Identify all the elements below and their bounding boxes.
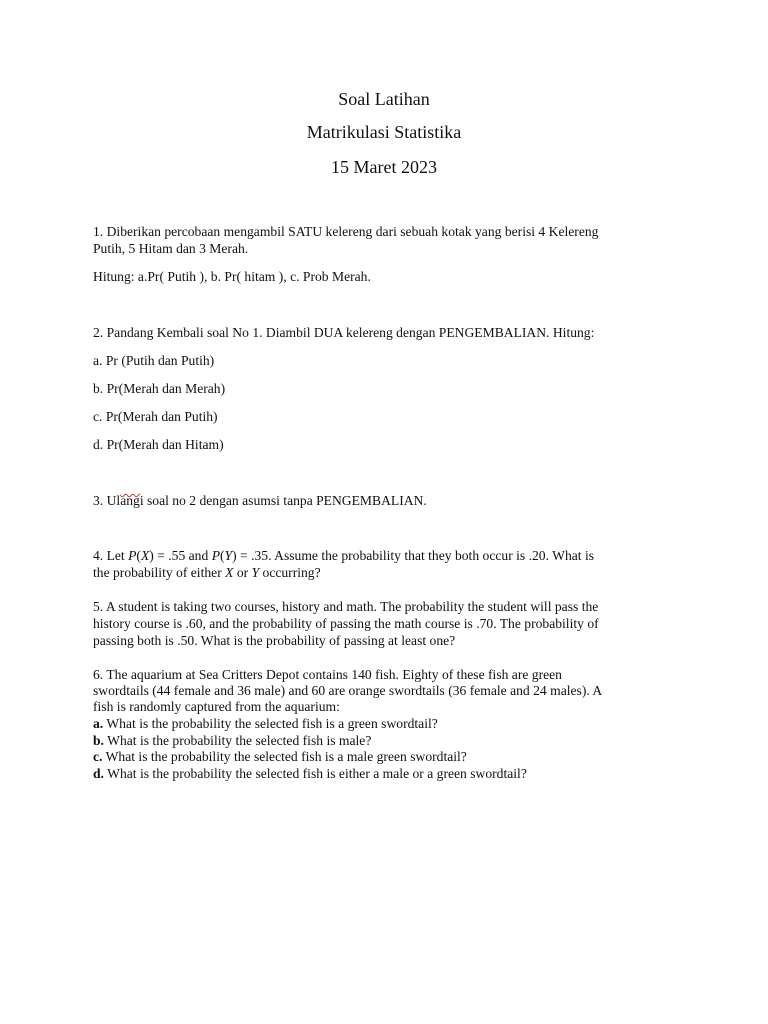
- q2-item-d: d. Pr(Merah dan Hitam): [93, 437, 224, 452]
- q4-text: ) = .35. Assume the probability that they both occur is .20. What is: [232, 548, 595, 563]
- q4-var-y: Y: [251, 565, 260, 580]
- q1-line-3: Hitung: a.Pr( Putih ), b. Pr( hitam ), c. Prob Merah.: [93, 269, 371, 284]
- q2-item-a: a. Pr (Putih dan Putih): [93, 353, 215, 368]
- q6-item-a-label: a.: [93, 716, 104, 731]
- q3-line: [93, 492, 683, 509]
- q6-line-2: swordtails (44 female and 36 male) and 60 are orange swordtails (36 female and 24 males). A: [93, 683, 603, 698]
- document-subtitle: Matrikulasi Statistika: [306, 122, 462, 142]
- q6-item-a: [93, 715, 683, 732]
- q4-prob-symbol: P: [211, 548, 220, 563]
- q6-item-c: [93, 748, 683, 765]
- q3-number: 3.: [93, 493, 107, 508]
- document-title: Soal Latihan: [338, 89, 430, 109]
- q4-var-x: X: [225, 565, 234, 580]
- q3-text: soal no 2 dengan asumsi tanpa PENGEMBALIAN.: [143, 493, 427, 508]
- q4-text: or: [233, 565, 252, 580]
- q2-item-c: c. Pr(Merah dan Putih): [93, 409, 218, 424]
- q4-text: ) = .55 and: [149, 548, 212, 563]
- q4-line-2: [93, 564, 683, 581]
- q6-line-3: fish is randomly captured from the aquarium:: [93, 699, 340, 714]
- q6-item-c-label: c.: [93, 749, 103, 764]
- q3-spellcheck-word: Ulangi: [106, 493, 144, 508]
- q6-item-d-text: What is the probability the selected fish is either a male or a green swordtail?: [103, 766, 527, 781]
- q4-line-1: [93, 547, 683, 564]
- q2-intro: 2. Pandang Kembali soal No 1. Diambil DUA kelereng dengan PENGEMBALIAN. Hitung:: [93, 325, 595, 340]
- q6-item-a-text: What is the probability the selected fish is a green swordtail?: [103, 716, 438, 731]
- q6-item-b-label: b.: [93, 733, 104, 748]
- q2-item-b: b. Pr(Merah dan Merah): [93, 381, 226, 396]
- q4-text: the probability of either: [93, 565, 226, 580]
- q5-line-2: history course is .60, and the probability of passing the math course is .70. The probability of: [93, 616, 599, 631]
- q1-line-1: 1. Diberikan percobaan mengambil SATU kelereng dari sebuah kotak yang berisi 4 Kelereng: [93, 224, 599, 239]
- q6-item-c-text: What is the probability the selected fish is a male green swordtail?: [102, 749, 467, 764]
- q4-var-x: X: [140, 548, 150, 563]
- document-date: 15 Maret 2023: [331, 157, 437, 177]
- q6-item-d-label: d.: [93, 766, 104, 781]
- q6-item-d: [93, 765, 683, 782]
- q4-var-y: Y: [224, 548, 233, 563]
- q4-text: occurring?: [259, 565, 321, 580]
- q4-text: 4. Let: [93, 548, 129, 563]
- q4-text: (: [220, 548, 225, 563]
- q4-prob-symbol: P: [128, 548, 137, 563]
- q6-item-b: [93, 732, 683, 749]
- q4-text: (: [136, 548, 141, 563]
- q5-line-1: 5. A student is taking two courses, history and math. The probability the student will pass the: [93, 599, 599, 614]
- q6-item-b-text: What is the probability the selected fish is male?: [103, 733, 372, 748]
- q5-line-3: passing both is .50. What is the probability of passing at least one?: [93, 633, 456, 648]
- q1-line-2: Putih, 5 Hitam dan 3 Merah.: [93, 241, 249, 256]
- q6-line-1: 6. The aquarium at Sea Critters Depot contains 140 fish. Eighty of these fish are green: [93, 667, 562, 682]
